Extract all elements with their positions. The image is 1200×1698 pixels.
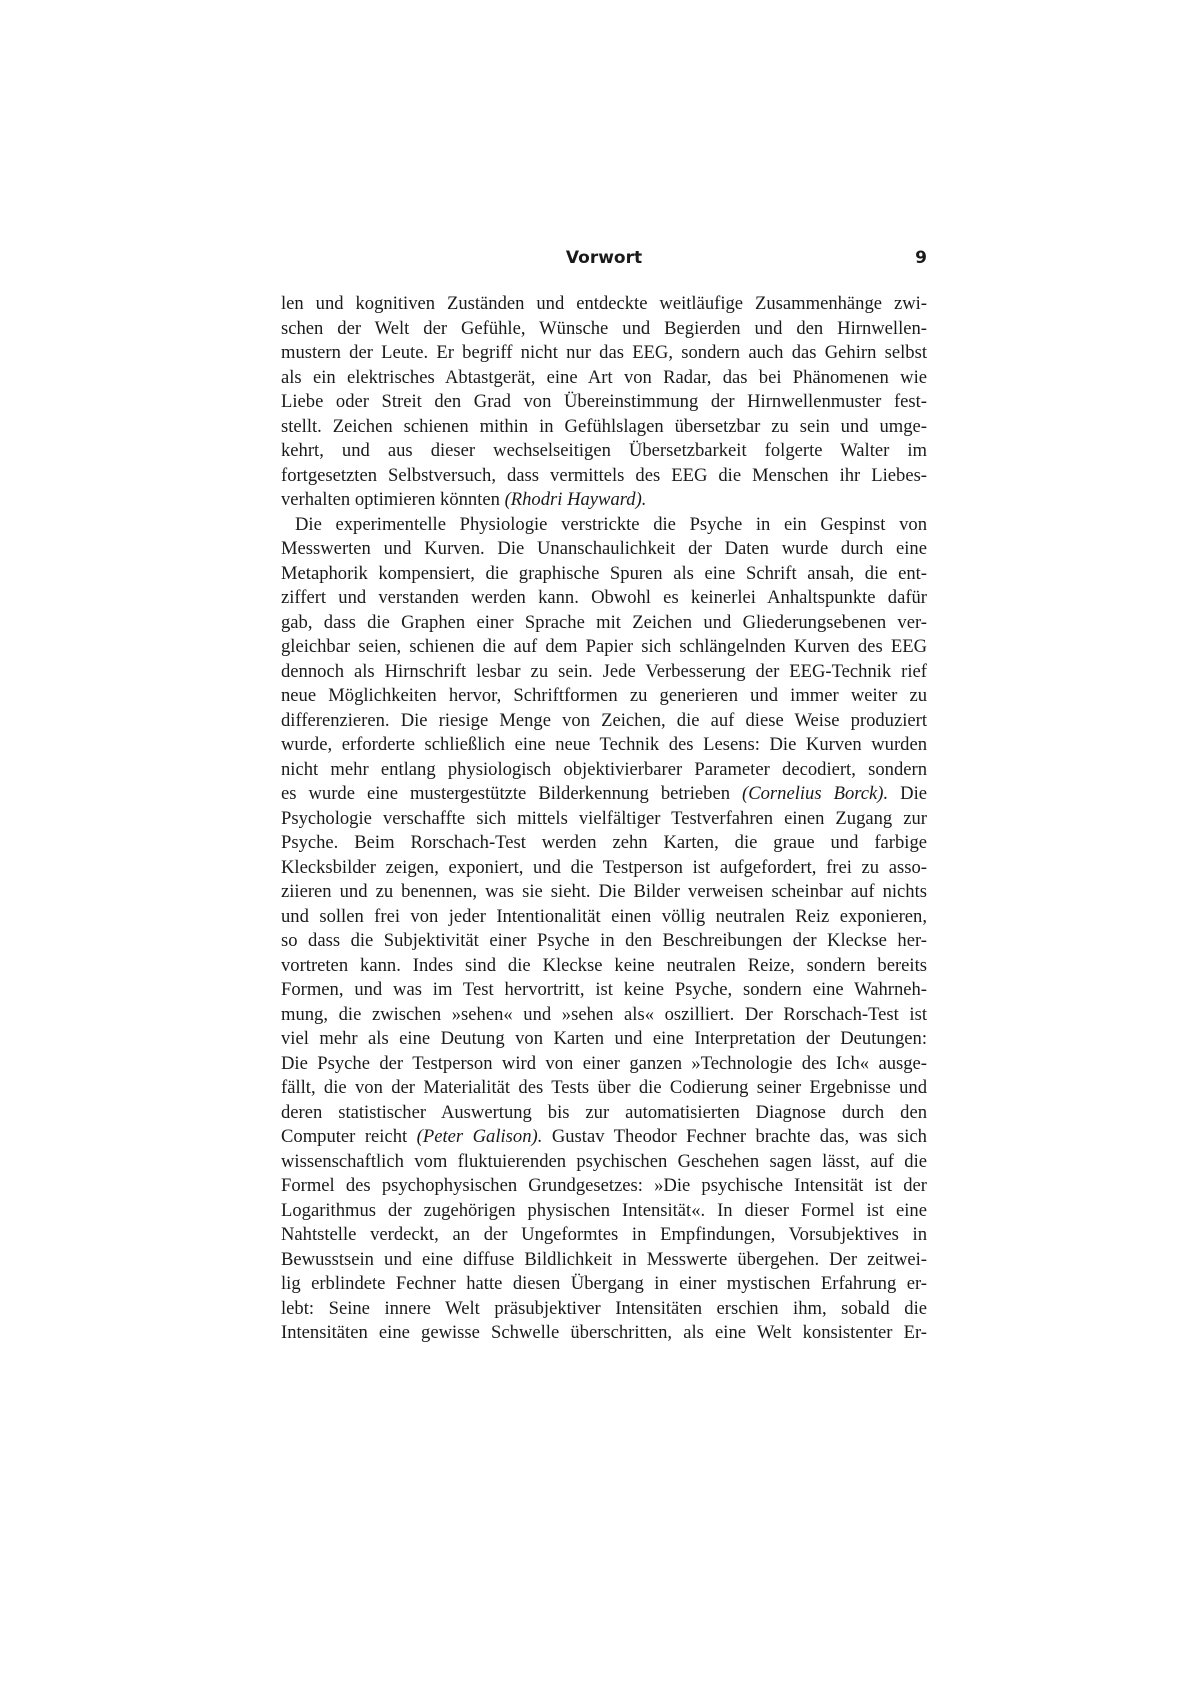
text-line: mustern der Leute. Er begriff nicht nur das EEG, sondern auch das Gehirn selbst [281,342,927,363]
paragraph-1 [281,292,927,513]
citation-hayward: (Rhodri Hayward). [504,489,647,510]
text-line: mung, die zwischen »sehen« und »sehen als« oszilliert. Der Rorschach-Test ist [281,1003,927,1025]
text-line: so dass die Subjektivität einer Psyche in den Beschreibungen der Kleckse her- [281,930,927,951]
text-line: nicht mehr entlang physiologisch objektivierbarer Parameter decodiert, sondern [281,758,927,780]
text-line: wurde, erforderte schließlich eine neue Technik des Lesens: Die Kurven wurden [281,734,927,755]
text-line: als ein elektrisches Abtastgerät, eine Art von Radar, das bei Phänomenen wie [281,366,927,388]
text-line: neue Möglichkeiten hervor, Schriftformen zu generieren und immer weiter zu [281,685,927,706]
page-number: 9 [915,248,927,268]
text-line [281,782,927,807]
text-line: ziffert und verstanden werden kann. Obwohl es keinerlei Anhaltspunkte dafür [281,587,927,608]
text-line: gleichbar seien, schienen die auf dem Papier sich schlängelnden Kurven des EEG [281,636,927,657]
text-line: viel mehr als eine Deutung von Karten und eine Interpretation der Deutungen: [281,1028,927,1049]
running-head [281,248,927,274]
text-line: Bewusstsein und eine diffuse Bildlichkeit in Messwerte übergehen. Der zeitwei- [281,1248,927,1270]
text-line: deren statistischer Auswertung bis zur automatisierten Diagnose durch den [281,1101,927,1123]
text-line [281,1125,927,1150]
text-line: Messwerten und Kurven. Die Unanschaulichkeit der Daten wurde durch eine [281,538,927,559]
text-line: Klecksbilder zeigen, exponiert, und die Testperson ist aufgefordert, frei zu asso- [281,856,927,878]
paragraph-2 [281,513,927,1346]
citation-borck: (Cornelius Borck). [742,783,889,804]
text-line: vortreten kann. Indes sind die Kleckse keine neutralen Reize, sondern bereits [281,954,927,976]
text-segment: Computer reicht [281,1126,417,1147]
text-line: dennoch als Hirnschrift lesbar zu sein. Jede Verbesserung der EEG-Technik rief [281,660,927,682]
text-line: Die Psyche der Testperson wird von einer ganzen »Technologie des Ich« ausge- [281,1052,927,1074]
text-line: und sollen frei von jeder Intentionalität einen völlig neutralen Reiz exponieren, [281,905,927,927]
text-line: Formen, und was im Test hervortritt, ist keine Psyche, sondern eine Wahrneh- [281,979,927,1000]
text-line: fortgesetzten Selbstversuch, dass vermittels des EEG die Menschen ihr Liebes- [281,464,927,486]
running-title: Vorwort [565,248,643,268]
text-segment: Gustav Theodor Fechner brachte das, was sich [542,1126,927,1147]
text-line: differenzieren. Die riesige Menge von Zeichen, die auf diese Weise produziert [281,709,927,731]
text-line: Logarithmus der zugehörigen physischen Intensität«. In dieser Formel ist eine [281,1199,927,1221]
text-line: Intensitäten eine gewisse Schwelle überschritten, als eine Welt konsistenter Er- [281,1322,927,1343]
citation-galison: (Peter Galison). [416,1126,543,1147]
text-segment: es wurde eine mustergestützte Bilderkennung betrieben [281,783,743,804]
text-line: lig erblindete Fechner hatte diesen Übergang in einer mystischen Erfahrung er- [281,1273,927,1294]
text-line: lebt: Seine innere Welt präsubjektiver Intensitäten erschien ihm, sobald die [281,1297,927,1319]
text-line: Nahtstelle verdeckt, an der Ungeformtes in Empfindungen, Vorsubjektives in [281,1224,927,1245]
body-text [281,292,927,1346]
text-line: fällt, die von der Materialität des Tests über die Codierung seiner Ergebnisse und [281,1077,927,1098]
text-line: Psyche. Beim Rorschach-Test werden zehn Karten, die graue und farbige [281,832,927,853]
text-line: Die experimentelle Physiologie verstrickte die Psyche in ein Gespinst von [295,513,927,535]
text-line: Liebe oder Streit den Grad von Übereinstimmung der Hirnwellenmuster fest- [281,391,927,412]
text-line: wissenschaftlich vom fluktuierenden psychischen Geschehen sagen lässt, auf die [281,1150,927,1172]
text-line: Metaphorik kompensiert, die graphische Spuren als eine Schrift ansah, die ent- [281,562,927,584]
text-line [281,488,927,513]
text-line: stellt. Zeichen schienen mithin in Gefühlslagen übersetzbar zu sein und umge- [281,415,927,437]
text-line: gab, dass die Graphen einer Sprache mit Zeichen und Gliederungsebenen ver- [281,611,927,633]
text-segment: Die [888,783,927,804]
text-line: schen der Welt der Gefühle, Wünsche und Begierden und den Hirnwellen- [281,317,927,339]
text-line: len und kognitiven Zuständen und entdeckte weitläufige Zusammenhänge zwi- [281,293,927,314]
text-line: ziieren und zu benennen, was sie sieht. Die Bilder verweisen scheinbar auf nichts [281,881,927,902]
text-segment: verhalten optimieren könnten [281,489,505,510]
text-line: Formel des psychophysischen Grundgesetzes: »Die psychische Intensität ist der [281,1175,927,1196]
text-line: Psychologie verschaffte sich mittels vielfältiger Testverfahren einen Zugang zur [281,807,927,829]
text-line: kehrt, und aus dieser wechselseitigen Übersetzbarkeit folgerte Walter im [281,440,927,461]
book-page [281,248,927,1346]
